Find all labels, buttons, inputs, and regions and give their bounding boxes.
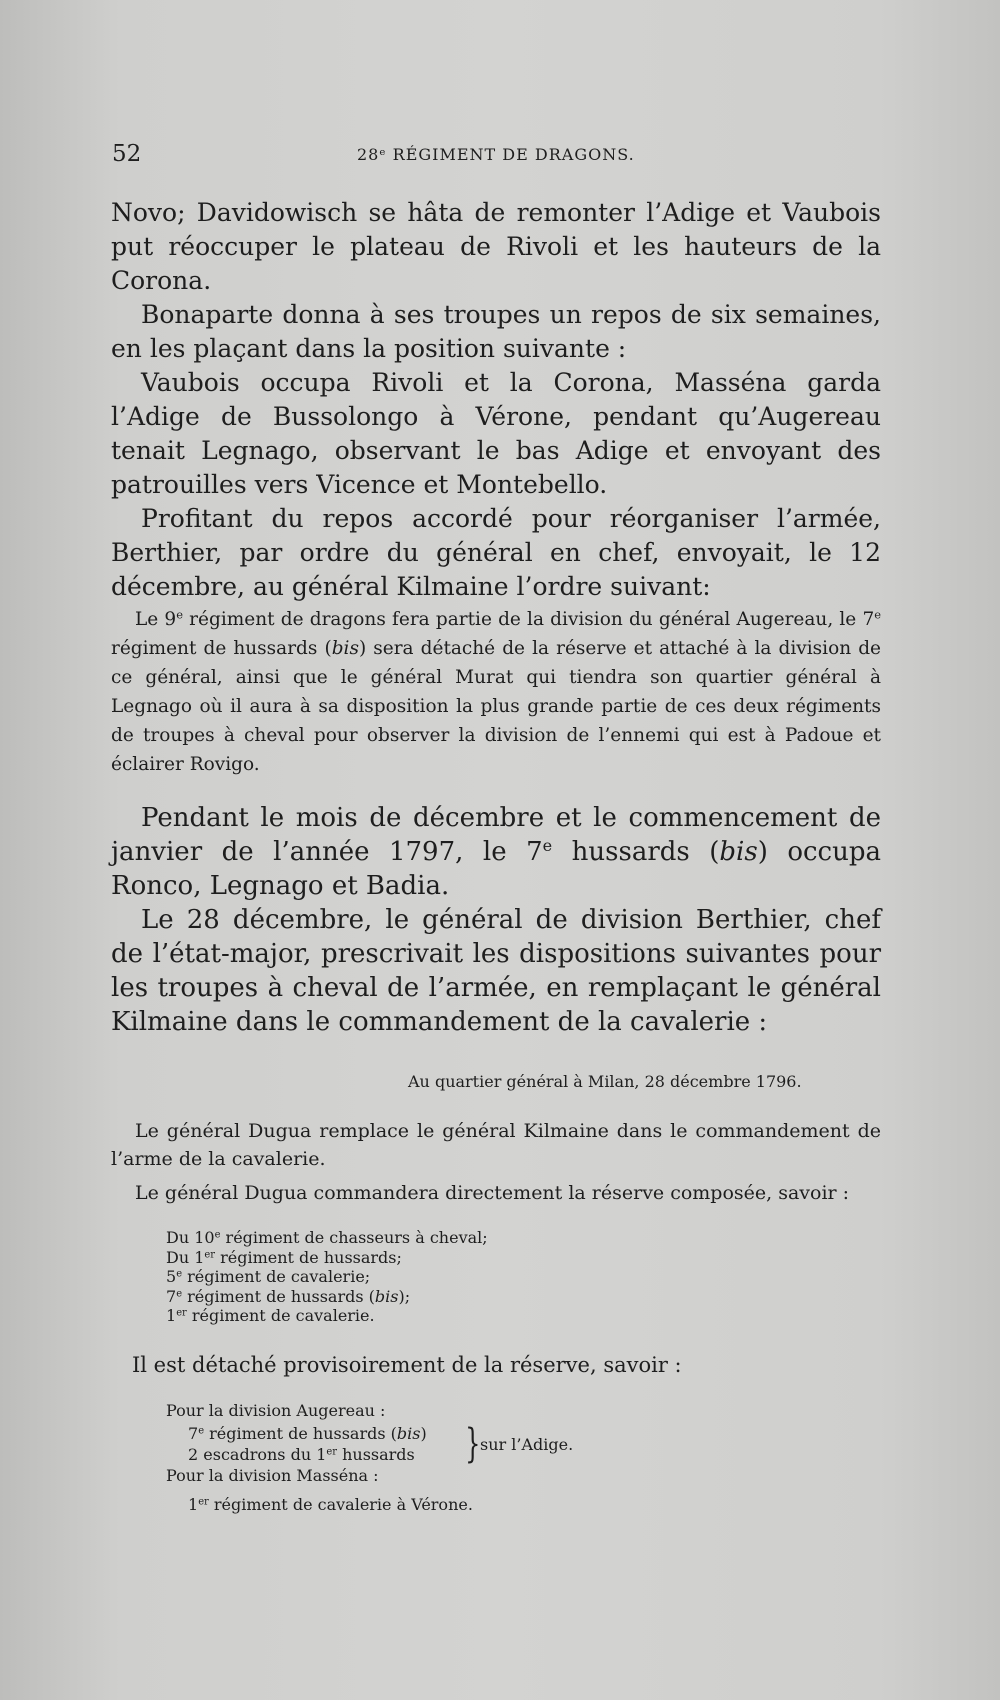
running-title: 28ᵉ RÉGIMENT DE DRAGONS. — [357, 145, 635, 164]
location-label: sur l’Adige. — [480, 1435, 574, 1454]
list-item: Du 10e régiment de chasseurs à cheval; — [166, 1228, 488, 1247]
body-section-1 — [111, 196, 881, 604]
list-item: 1er régiment de cavalerie. — [166, 1306, 375, 1325]
list-item: Du 1er régiment de hussards; — [166, 1247, 402, 1267]
order-paragraph: Le général Dugua remplace le général Kilmaine dans le commandement de l’arme de la cavalerie. — [111, 1120, 881, 1170]
body-section-2 — [111, 801, 881, 1039]
augereau-label: Pour la division Augereau : — [166, 1401, 386, 1420]
order-text — [111, 1117, 881, 1207]
paragraph: Novo; Davidowisch se hâta de remonter l’Adige et Vaubois put réoccuper le plateau de Rivoli et les hauteurs de la Corona. — [111, 198, 881, 295]
paragraph: Profitant du repos accordé pour réorganiser l’armée, Berthier, par ordre du général en chef, envoyait, le 12 décembre, au général Kilmaine l’ordre suivant: — [111, 504, 881, 601]
massena-label: Pour la division Masséna : — [166, 1466, 379, 1485]
right-brace: } — [465, 1421, 481, 1467]
detached-intro: Il est détaché provisoirement de la réserve, savoir : — [132, 1353, 682, 1377]
order-dateline: Au quartier général à Milan, 28 décembre 1796. — [408, 1072, 802, 1091]
page-header — [112, 141, 882, 171]
order-paragraph: Le général Dugua commandera directement la réserve composée, savoir : — [135, 1182, 850, 1204]
paragraph: Bonaparte donna à ses troupes un repos de six semaines, en les plaçant dans la position suivante : — [111, 300, 881, 363]
list-item: 7e régiment de hussards (bis); — [166, 1286, 411, 1306]
paragraph: Pendant le mois de décembre et le commencement de janvier de l’année 1797, le 7e hussards (bis) occupa Ronco, Legnago et Badia. — [111, 803, 881, 901]
augereau-group — [166, 1421, 726, 1465]
paragraph: Vaubois occupa Rivoli et la Corona, Masséna garda l’Adige de Bussolongo à Vérone, pendant qu’Augereau tenait Legnago, observant le bas Adige et envoyant des patrouilles vers Vicence et Montebello. — [111, 368, 881, 499]
page-number: 52 — [112, 141, 142, 167]
paragraph: Le 28 décembre, le général de division Berthier, chef de l’état-major, prescrivait les dispositions suivantes pour les troupes à cheval de l’armée, en remplaçant le général Kilmaine dans le commandement de la cavalerie : — [111, 905, 881, 1037]
reserve-list — [166, 1228, 488, 1326]
list-item: 1er régiment de cavalerie à Vérone. — [188, 1495, 473, 1514]
list-item: 7e régiment de hussards (bis) — [188, 1424, 427, 1443]
detached-units — [166, 1400, 726, 1515]
list-item: 2 escadrons du 1er hussards — [188, 1445, 415, 1464]
quote-paragraph: Le 9e régiment de dragons fera partie de la division du général Augereau, le 7e régiment de hussards (bis) sera détaché de la réserve et attaché à la division de ce général, ainsi que le général Murat qui tiendra son quartier général à Legnago où il aura à sa disposition la plus grande partie de ces deux régiments de troupes à cheval pour observer la division de l’ennemi qui est à Padoue et éclairer Rovigo. — [111, 607, 882, 775]
list-item: 5e régiment de cavalerie; — [166, 1267, 371, 1286]
quoted-order-1 — [111, 605, 881, 779]
